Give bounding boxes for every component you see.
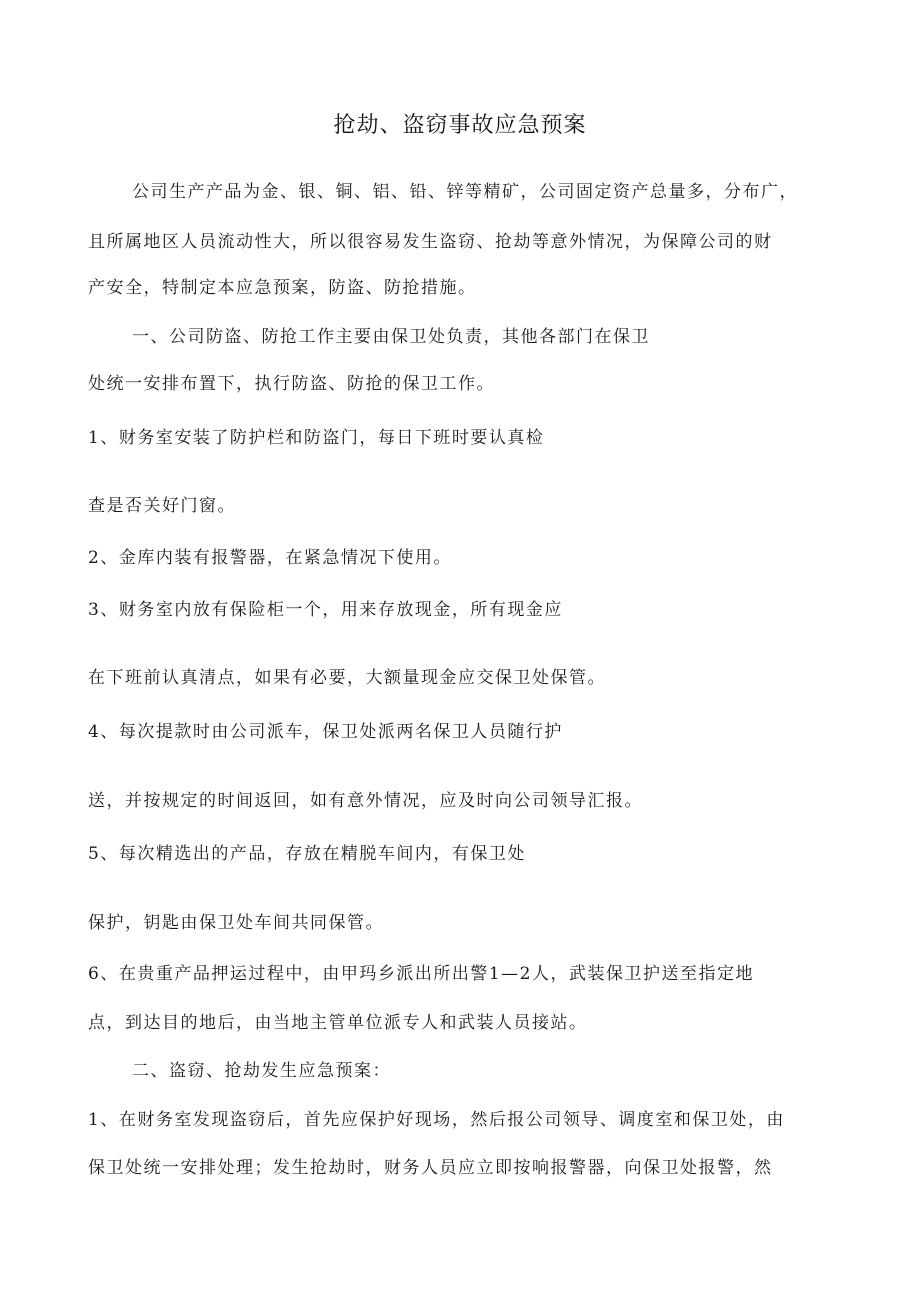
list-item-continuation: 点，到达目的地后，由当地主管单位派专人和武装人员接站。 (88, 1013, 588, 1033)
list-item: 1、财务室安装了防护栏和防盗门，每日下班时要认真检 (88, 428, 545, 448)
paragraph-line: 产安全，特制定本应急预案，防盗、防抢措施。 (88, 278, 477, 298)
paragraph-line: 处统一安排布置下，执行防盗、防抢的保卫工作。 (88, 374, 495, 394)
list-item-continuation: 保护，钥匙由保卫处车间共同保管。 (88, 913, 384, 933)
list-item: 2、金库内装有报警器，在紧急情况下使用。 (88, 548, 452, 568)
list-item-continuation: 保卫处统一安排处理；发生抢劫时，财务人员应立即按响报警器，向保卫处报警，然 (88, 1158, 773, 1178)
paragraph-line: 且所属地区人员流动性大，所以很容易发生盗窃、抢劫等意外情况，为保障公司的财 (88, 232, 773, 252)
list-item: 3、财务室内放有保险柜一个，用来存放现金，所有现金应 (88, 600, 563, 620)
list-item: 1、在财务室发现盗窃后，首先应保护好现场，然后报公司领导、调度室和保卫处，由 (88, 1110, 785, 1130)
list-item-continuation: 在下班前认真清点，如果有必要，大额量现金应交保卫处保管。 (88, 668, 606, 688)
list-item: 4、每次提款时由公司派车，保卫处派两名保卫人员随行护 (88, 722, 563, 742)
list-item: 6、在贵重产品押运过程中，由甲玛乡派出所出警1—2人，武装保卫护送至指定地 (88, 964, 754, 984)
paragraph-line: 公司生产产品为金、银、铜、铝、铅、锌等精矿，公司固定资产总量多，分布广， (132, 182, 798, 202)
list-item: 5、每次精选出的产品，存放在精脱车间内，有保卫处 (88, 844, 526, 864)
section-heading: 二、盗窃、抢劫发生应急预案： (132, 1061, 391, 1081)
section-heading: 一、公司防盗、防抢工作主要由保卫处负责，其他各部门在保卫 (132, 327, 650, 347)
list-item-continuation: 查是否关好门窗。 (88, 496, 236, 516)
list-item-continuation: 送，并按规定的时间返回，如有意外情况，应及时向公司领导汇报。 (88, 791, 643, 811)
document-title: 抢劫、盗窃事故应急预案 (333, 113, 587, 138)
